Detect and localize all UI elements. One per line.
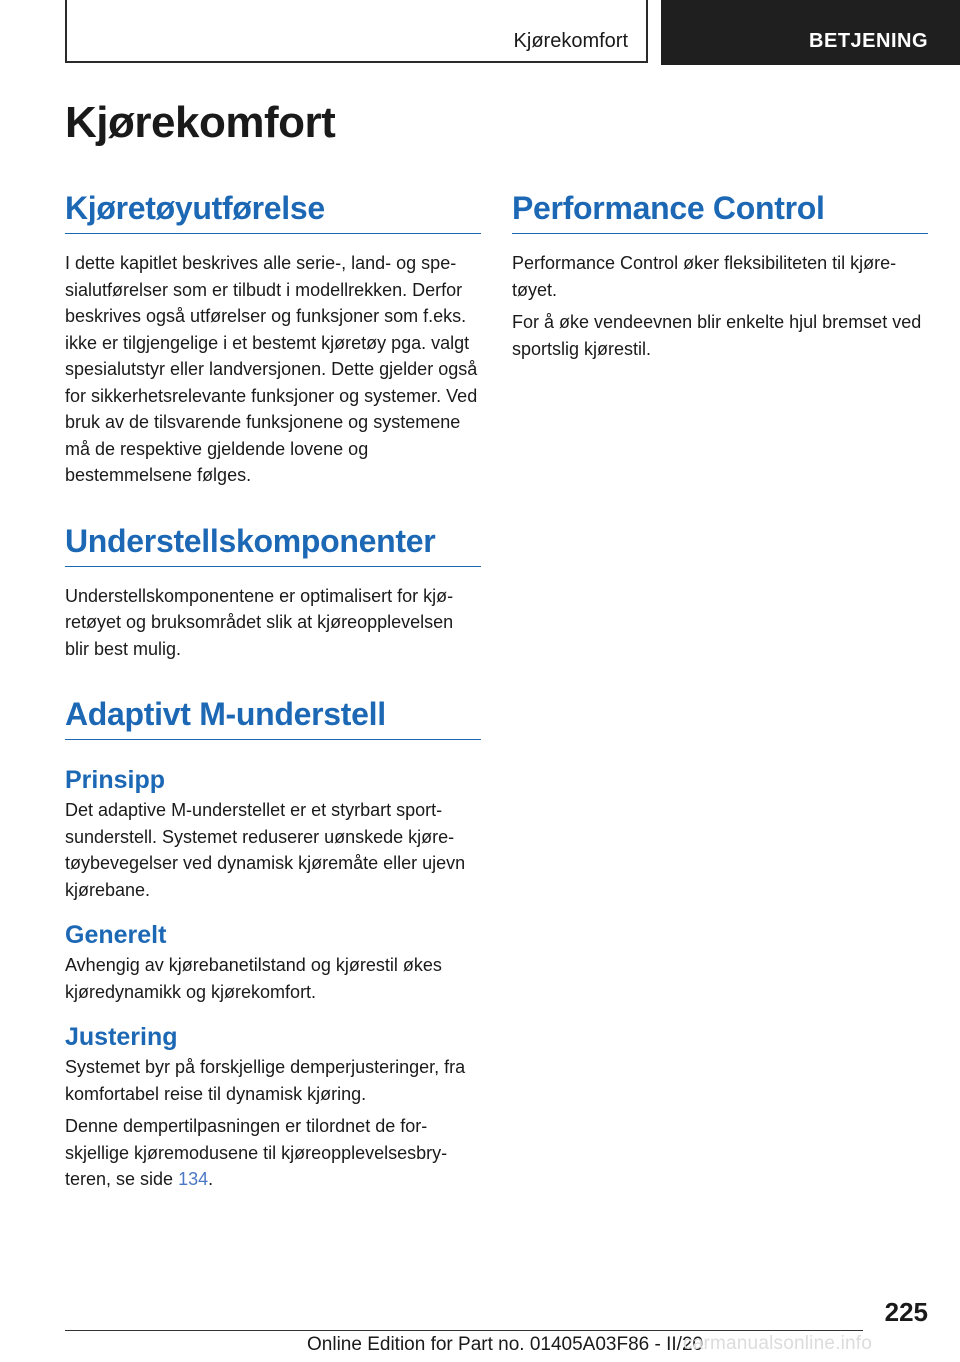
subsection-title: Justering — [65, 1023, 178, 1051]
footer-divider — [65, 1330, 863, 1331]
section-vehicle-version — [65, 190, 481, 489]
section-body: I dette kapitlet beskrives alle serie-, land- og spesialutførelser som er tilbudt i modellrekken. Derfor beskrives også utførelser og funksjoner som f.eks. ikke er tilgjengelige i et bestemt kjøretøy pga. valgt spesialutstyr eller landversjonen. Dette gjelder også for sikkerhetsrelevante funksjoner og systemer. Ved bruk av de tilsvarende funksjonene og systemene må de respektive gjeldende lovene og bestemmelsene følges. — [65, 253, 478, 485]
right-column — [512, 190, 928, 396]
footer-edition: Online Edition for Part no. 01405A03F86 - II/20 — [307, 1334, 704, 1355]
subsection-body: Avhengig av kjørebanetilstand og kjørestil økes kjøredynamikk og kjørekomfort. — [65, 955, 442, 1002]
section-title: Kjøretøyutførelse — [65, 190, 481, 234]
section-title: Adaptivt M-understell — [65, 696, 481, 740]
page-title: Kjørekomfort — [65, 98, 336, 147]
subsection-adjustment — [65, 1023, 481, 1193]
subsection-body: Det adaptive M-understellet er et styrbart sportsunderstell. Systemet reduserer uønskede kjøretøybevegelser ved dynamisk kjøremåte eller ujevn kjørebane. — [65, 800, 466, 900]
footer-watermark: carmanualsonline.info — [683, 1333, 873, 1354]
subsection-title: Generelt — [65, 921, 167, 949]
section-title: Performance Control — [512, 190, 928, 234]
header-section-box — [65, 0, 648, 63]
subsection-body: Systemet byr på forskjellige demperjusteringer, fra komfortabel reise til dynamisk kjøring. — [65, 1057, 466, 1104]
page-number: 225 — [884, 1297, 928, 1327]
section-body: Understellskomponentene er optimalisert for kjøretøyet og bruksområdet slik at kjøreopplevelsen blir best mulig. — [65, 585, 454, 659]
body-text: Denne dempertilpasningen er tilordnet de forskjellige kjøremodusene til kjøreopplevelsesbryteren, se side — [65, 1116, 448, 1189]
section-body: Performance Control øker fleksibiliteten til kjøretøyet. — [512, 253, 897, 300]
section-chassis-components — [65, 523, 481, 663]
section-performance-control — [512, 190, 928, 362]
subsection-title: Prinsipp — [65, 766, 166, 794]
page-reference-link[interactable]: 134 — [178, 1169, 209, 1189]
subsection-principle — [65, 766, 481, 903]
header-chapter-tab — [661, 0, 960, 65]
subsection-general — [65, 921, 481, 1005]
left-column — [65, 190, 481, 1227]
subsection-body-cont — [65, 1113, 481, 1193]
header-section-title: Kjørekomfort — [513, 30, 628, 52]
section-title: Understellskomponenter — [65, 523, 481, 567]
body-text-end: . — [208, 1169, 214, 1189]
section-body-2: For å øke vendeevnen blir enkelte hjul bremset ved sportslig kjørestil. — [512, 312, 922, 359]
header-chapter-label: BETJENING — [809, 30, 928, 52]
section-adaptive-suspension — [65, 696, 481, 1193]
